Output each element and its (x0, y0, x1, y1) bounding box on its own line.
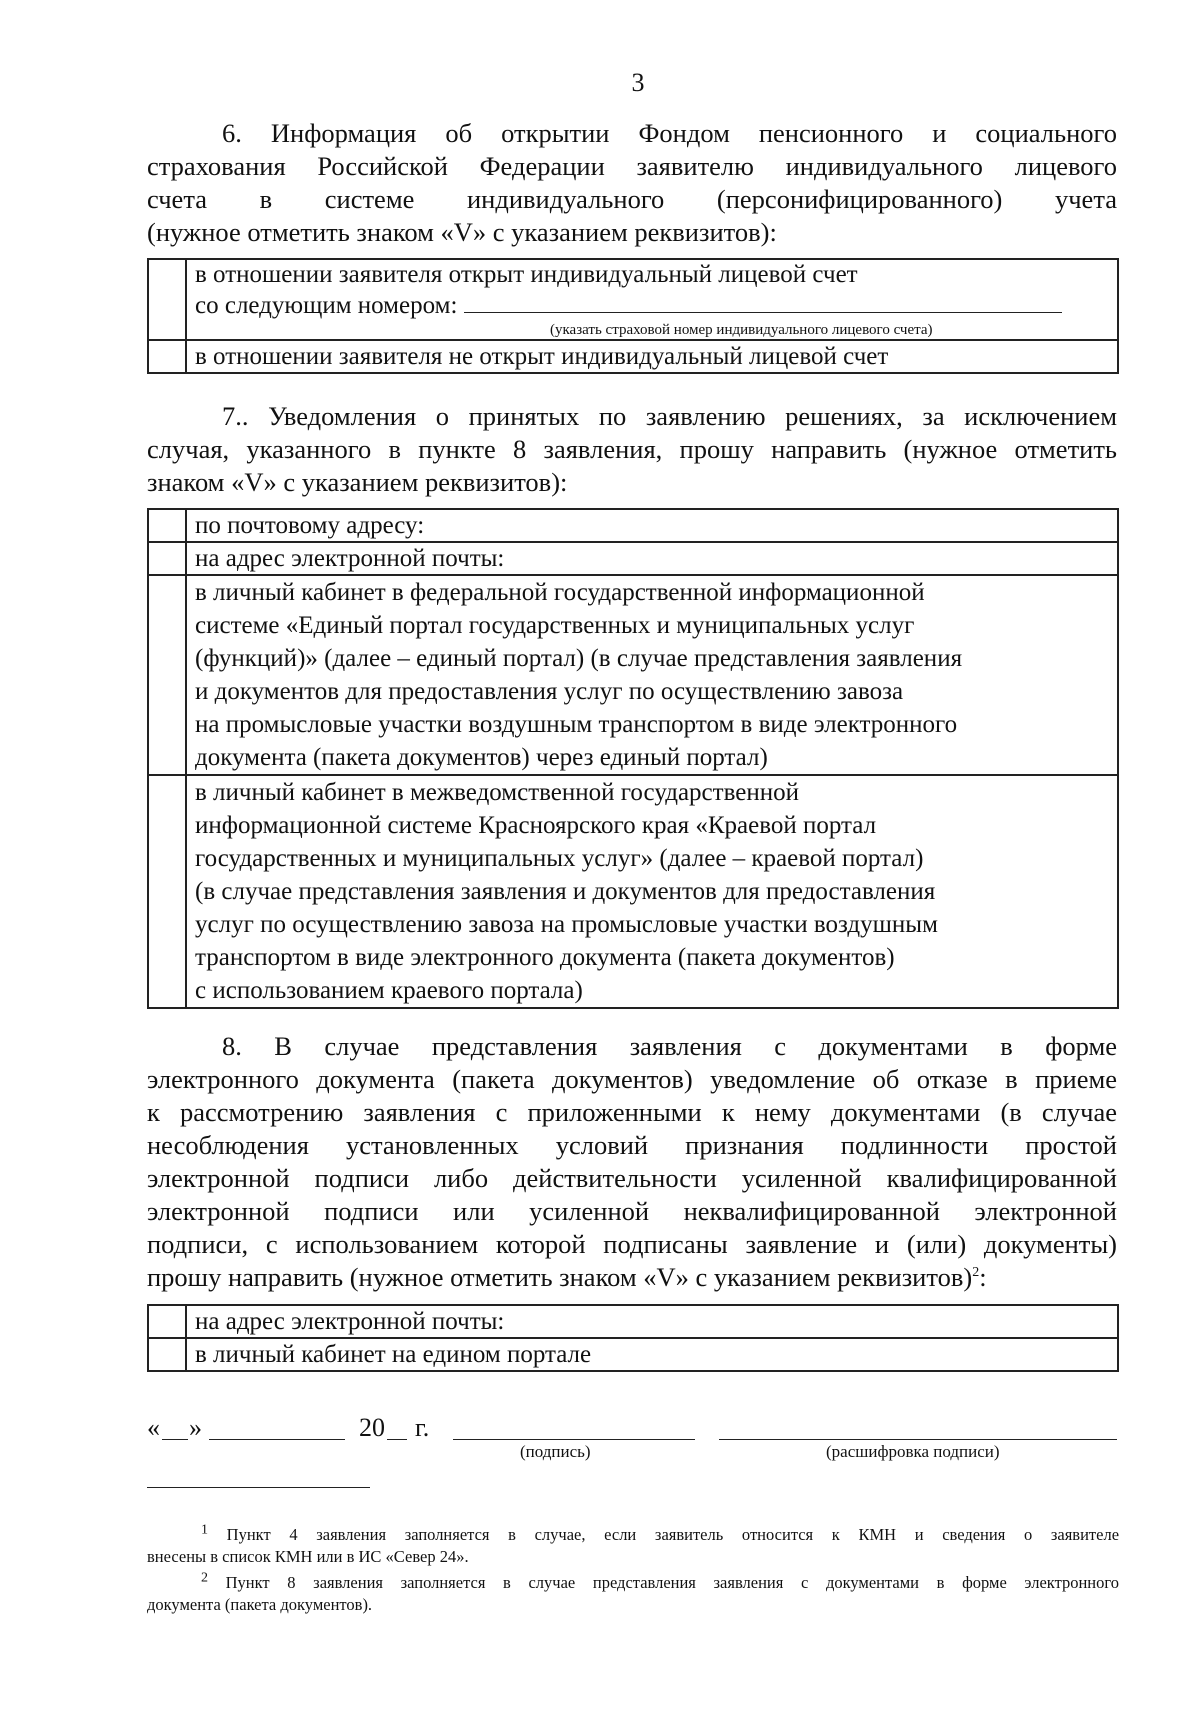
section-7-line: случая, указанного в пункте 8 заявления, прошу направить (нужное отметить (147, 434, 1117, 464)
option-line: и документов для предоставления услуг по осуществлению завоза (195, 678, 904, 705)
footnote-line: внесены в список КМН или в ИС «Север 24». (147, 1547, 469, 1566)
footnote-marker: 2 (201, 1570, 208, 1586)
option-row (148, 259, 1118, 340)
checkbox-account-not-opened[interactable] (148, 340, 186, 373)
section-7-line: знаком «V» с указанием реквизитов): (147, 467, 568, 497)
checkbox-postal[interactable] (148, 509, 186, 542)
section-7-line: 7.. Уведомления о принятых по заявлению решениях, за исключением (222, 401, 1117, 431)
option-email: на адрес электронной почты: (186, 542, 1118, 575)
section-8-line: подписи, с использованием которой подписаны заявление и (или) документы) (147, 1229, 1117, 1259)
option-line: (функций)» (далее – единый портал) (в случае представления заявления (195, 645, 963, 672)
checkbox-single-portal[interactable] (148, 1338, 186, 1371)
signature-input[interactable] (453, 1413, 695, 1440)
option-account-opened (186, 259, 1118, 340)
year-input[interactable] (387, 1413, 407, 1440)
footnote-divider (147, 1487, 370, 1488)
section-8-line: электронного документа (пакета документов) уведомление об отказе в приеме (147, 1064, 1117, 1094)
option-row (148, 509, 1118, 542)
section-8-options-table (147, 1304, 1119, 1372)
year-suffix: г. (415, 1413, 430, 1442)
footnote-text: Пункт 4 заявления заполняется в случае, если заявитель относится к КМН и сведения о заявителе (226, 1525, 1120, 1544)
option-line: государственных и муниципальных услуг» (далее – краевой портал) (195, 845, 924, 872)
checkbox-email-refusal[interactable] (148, 1305, 186, 1338)
option-line: транспортом в виде электронного документа (пакета документов) (195, 944, 895, 971)
option-label-text: со следующим номером: (195, 292, 458, 319)
section-8-line: несоблюдения установленных условий признания подлинности простой (147, 1130, 1117, 1160)
option-row (148, 1305, 1118, 1338)
option-line: в личный кабинет в федеральной государственной информационной (195, 579, 925, 606)
section-8-text (147, 1030, 1117, 1294)
section-6-line: счета в системе индивидуального (персонифицированного) учета (147, 184, 1117, 214)
quote-close: » (189, 1413, 202, 1442)
option-single-portal: в личный кабинет на едином портале (186, 1338, 1118, 1371)
option-row (148, 575, 1118, 775)
option-line: (в случае представления заявления и документов для предоставления (195, 878, 936, 905)
option-postal: по почтовому адресу: (186, 509, 1118, 542)
footnote-ref: 2 (972, 1265, 980, 1281)
option-line: в личный кабинет в межведомственной государственной (195, 779, 799, 806)
section-7-text (147, 400, 1117, 499)
month-input[interactable] (209, 1413, 345, 1440)
checkbox-federal-portal[interactable] (148, 575, 186, 775)
footnote-2 (147, 1572, 1119, 1616)
footnote-line (147, 1572, 1119, 1594)
option-email-refusal: на адрес электронной почты: (186, 1305, 1118, 1338)
section-8-line: электронной подписи либо действительности усиленной квалифицированной (147, 1163, 1117, 1193)
footnote-marker: 1 (201, 1522, 208, 1538)
section-6-line: 6. Информация об открытии Фондом пенсионного и социального (222, 118, 1117, 148)
option-row (148, 1338, 1118, 1371)
section-7-options-table (147, 508, 1119, 1009)
footnote-line (147, 1524, 1119, 1546)
signature-decoding-input[interactable] (719, 1413, 1117, 1440)
year-prefix: 20 (359, 1413, 385, 1442)
option-regional-portal (186, 775, 1118, 1008)
section-8-line (147, 1261, 1117, 1294)
option-federal-portal (186, 575, 1118, 775)
footnote-1 (147, 1524, 1119, 1568)
section-6-line: (нужное отметить знаком «V» с указанием реквизитов): (147, 217, 777, 247)
decoding-caption: (расшифровка подписи) (826, 1442, 1000, 1461)
option-line: информационной системе Красноярского края «Краевой портал (195, 812, 877, 839)
section-8-trailing: : (979, 1262, 987, 1292)
section-8-line: 8. В случае представления заявления с документами в форме (222, 1031, 1117, 1061)
footnote-line: документа (пакета документов). (147, 1595, 373, 1614)
section-8-line-text: прошу направить (нужное отметить знаком «V» с указанием реквизитов) (147, 1262, 973, 1292)
option-row (148, 775, 1118, 1008)
quote-open: « (147, 1413, 160, 1442)
section-8-line: электронной подписи или усиленной неквалифицированной электронной (147, 1196, 1117, 1226)
footnote-text: Пункт 8 заявления заполняется в случае представления заявления с документами в форме электронного (225, 1573, 1119, 1592)
option-account-not-opened: в отношении заявителя не открыт индивидуальный лицевой счет (186, 340, 1118, 373)
account-number-hint: (указать страховой номер индивидуального лицевого счета) (550, 322, 933, 338)
option-line: документа (пакета документов) через единый портал) (195, 744, 768, 771)
section-6-text (147, 117, 1117, 249)
account-number-input[interactable] (464, 290, 1062, 313)
signature-caption: (подпись) (520, 1442, 591, 1461)
option-row (148, 542, 1118, 575)
day-input[interactable] (162, 1413, 188, 1440)
option-label: в отношении заявителя открыт индивидуальный лицевой счет (195, 261, 858, 288)
option-line: на промысловые участки воздушным транспортом в виде электронного (195, 711, 958, 738)
checkbox-regional-portal[interactable] (148, 775, 186, 1008)
page-number: 3 (631, 68, 645, 97)
option-line: услуг по осуществлению завоза на промысловые участки воздушным (195, 911, 938, 938)
option-line: системе «Единый портал государственных и муниципальных услуг (195, 612, 915, 639)
section-8-line: к рассмотрению заявления с приложенными к нему документами (в случае (147, 1097, 1117, 1127)
option-label (195, 290, 1109, 321)
option-row (148, 340, 1118, 373)
checkbox-email[interactable] (148, 542, 186, 575)
section-6-line: страхования Российской Федерации заявителю индивидуального лицевого (147, 151, 1117, 181)
option-line: с использованием краевого портала) (195, 977, 583, 1004)
checkbox-account-opened[interactable] (148, 259, 186, 340)
section-6-options-table (147, 258, 1119, 374)
